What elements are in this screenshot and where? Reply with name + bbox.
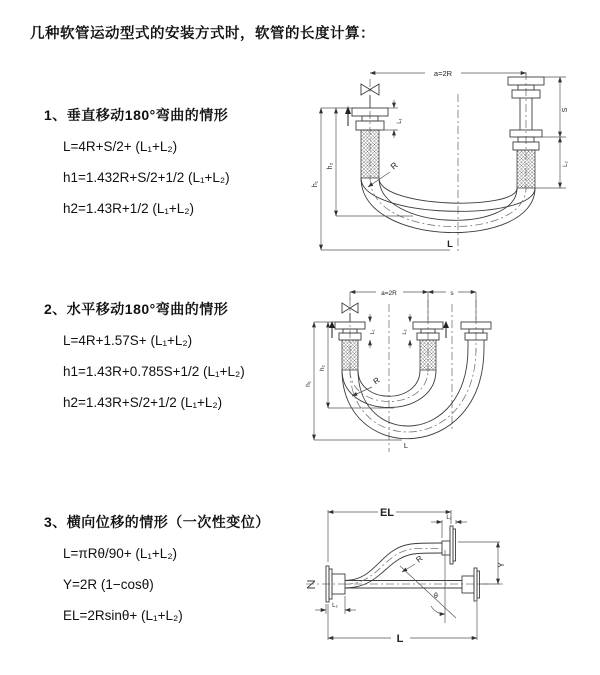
centerline: [306, 581, 503, 588]
section-1: [44, 105, 230, 224]
formula-h2: h2=1.43R+S/2+1/2 (L₁+L₂): [63, 395, 223, 410]
upper-flange: [442, 526, 456, 564]
diagram-vertical-bend: [308, 64, 588, 256]
dim-l1: [379, 100, 403, 138]
centerlines: [350, 298, 476, 452]
dim-label-s: s: [450, 290, 454, 297]
formula-el: EL=2Rsinθ+ (L₁+L₂): [63, 608, 183, 623]
dim-label-r: R: [371, 375, 382, 387]
hose-u-curves: [342, 348, 484, 439]
dim-y: [458, 542, 506, 584]
dim-label-l1: L₁: [370, 329, 376, 335]
dim-label-h1: h₁: [312, 180, 319, 188]
right-flange: [462, 568, 480, 601]
formula-l: L=4R+S/2+ (L₁+L₂): [63, 139, 178, 154]
dim-label-l2: L₂: [332, 603, 338, 609]
diagram-horizontal-bend: [302, 280, 592, 460]
dim-label-r: R: [414, 553, 425, 565]
dim-label-l2: L₂: [563, 161, 569, 167]
dim-label-h2: h₂: [319, 364, 326, 372]
left-braid: [361, 130, 379, 178]
angle-construction: [400, 550, 456, 623]
dim-label-l: L: [403, 441, 409, 450]
dim-l2: [402, 314, 410, 348]
section-3: [44, 512, 270, 631]
dim-label-l: L: [447, 239, 453, 250]
dim-label-a2r: a=2R: [433, 69, 453, 78]
section-2: [44, 299, 245, 418]
formula-h2: h2=1.43R+1/2 (L₁+L₂): [63, 201, 195, 216]
page-title: 几种软管运动型式的安装方式时，软管的长度计算：: [30, 26, 375, 42]
section-3-heading: 3、横向位移的情形（一次性变位）: [44, 514, 270, 530]
dim-l2: [535, 137, 569, 188]
dim-label-l: L: [396, 633, 404, 645]
formula-h1: h1=1.432R+S/2+1/2 (L₁+L₂): [63, 170, 230, 185]
right-braid: [517, 150, 535, 188]
dim-l2: [315, 596, 356, 614]
valve-icon: [361, 84, 379, 108]
hose-center-dash: [370, 178, 526, 227]
dim-a2r: [370, 69, 526, 78]
dim-label-h1: h₁: [305, 381, 312, 387]
dim-label-h2: h₂: [327, 162, 334, 170]
dim-label-el: EL: [379, 507, 395, 519]
dim-label-a2r: a=2R: [381, 290, 397, 297]
dim-label-theta: θ: [434, 593, 438, 600]
dim-h1: [312, 108, 450, 250]
section-1-heading: 1、垂直移动180°弯曲的情形: [44, 107, 229, 123]
middle-braid: [420, 340, 436, 370]
section-2-heading: 2、水平移动180°弯曲的情形: [44, 301, 229, 317]
left-braid: [342, 340, 358, 370]
dim-s: [542, 77, 569, 137]
dim-l1: [431, 515, 467, 538]
hose-center-dash: [345, 549, 442, 585]
hose-u-curves: [361, 178, 535, 233]
formula-h1: h1=1.43R+0.785S+1/2 (L₁+L₂): [63, 364, 245, 379]
formula-l: L=4R+1.57S+ (L₁+L₂): [63, 333, 193, 348]
dim-label-s: S: [562, 107, 569, 113]
dim-label-l1: L₁: [397, 118, 403, 124]
dim-l1: [370, 314, 376, 348]
centerline-break-icon: [307, 581, 315, 588]
dim-l: [328, 602, 477, 645]
formula-l: L=πRθ/90+ (L₁+L₂): [63, 546, 178, 561]
up-arrow: [345, 106, 351, 126]
diagram-lateral-displacement: [298, 498, 598, 660]
dim-label-y: Y: [497, 562, 506, 568]
formula-y: Y=2R (1−cosθ): [63, 577, 154, 592]
dim-label-r: R: [388, 159, 400, 172]
s-curve-hose: [345, 543, 442, 588]
dim-label-l2: L₂: [402, 329, 408, 335]
radius-leader: [352, 375, 382, 396]
dim-label-l1: L₁: [446, 515, 452, 521]
